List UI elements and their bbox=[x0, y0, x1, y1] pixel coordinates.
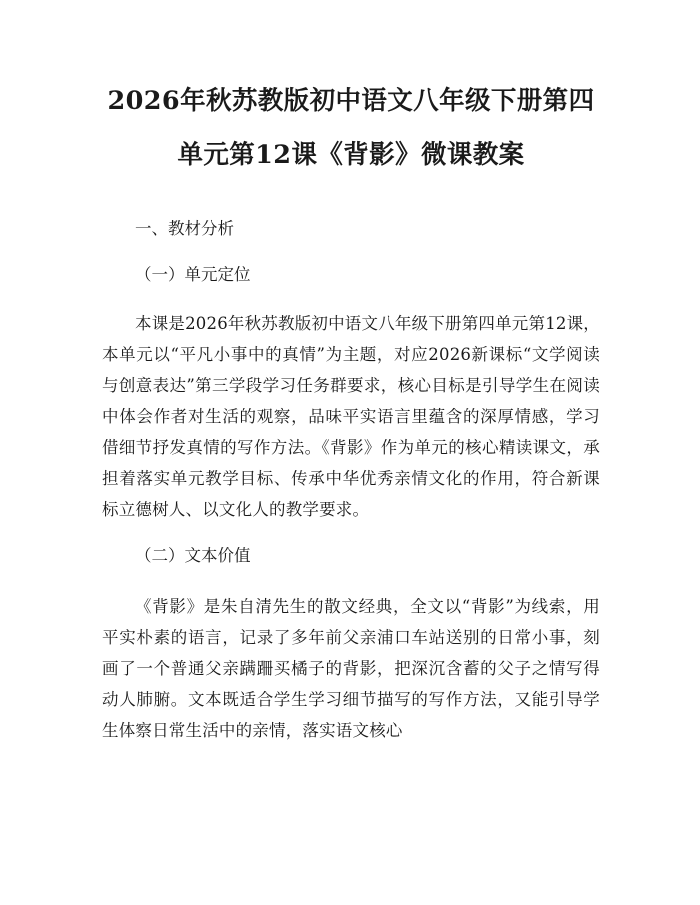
document-title: 2026年秋苏教版初中语文八年级下册第四单元第12课《背影》微课教案 bbox=[107, 86, 595, 170]
subsection-heading-unit-position: （一）单元定位 bbox=[135, 265, 251, 284]
subsection-heading-text-value: （二）文本价值 bbox=[135, 546, 251, 565]
paragraph-unit-position: 本课是2026年秋苏教版初中语文八年级下册第四单元第12课，本单元以“平凡小事中的真情”为主题，对应2026新课标“文学阅读与创意表达”第三学段学习任务群要求，核心目标是引导学生在阅读中体会作者对生活的观察，品味平实语言里蕴含的深厚情感，学习借细节抒发真情的写作方法。《背影》作为单元的核心精读课文，承担着落实单元教学目标、传承中华优秀亲情文化的作用，符合新课标立德树人、以文化人的教学要求。 bbox=[102, 314, 600, 519]
paragraph-text-value: 《背影》是朱自清先生的散文经典，全文以“背影”为线索，用平实朴素的语言，记录了多年前父亲浦口车站送别的日常小事，刻画了一个普通父亲蹒跚买橘子的背影，把深沉含蓄的父子之情写得动人肺腑。文本既适合学生学习细节描写的写作方法，又能引导学生体察日常生活中的亲情，落实语文核心 bbox=[102, 597, 600, 740]
section-heading-textbook-analysis: 一、教材分析 bbox=[135, 219, 234, 238]
